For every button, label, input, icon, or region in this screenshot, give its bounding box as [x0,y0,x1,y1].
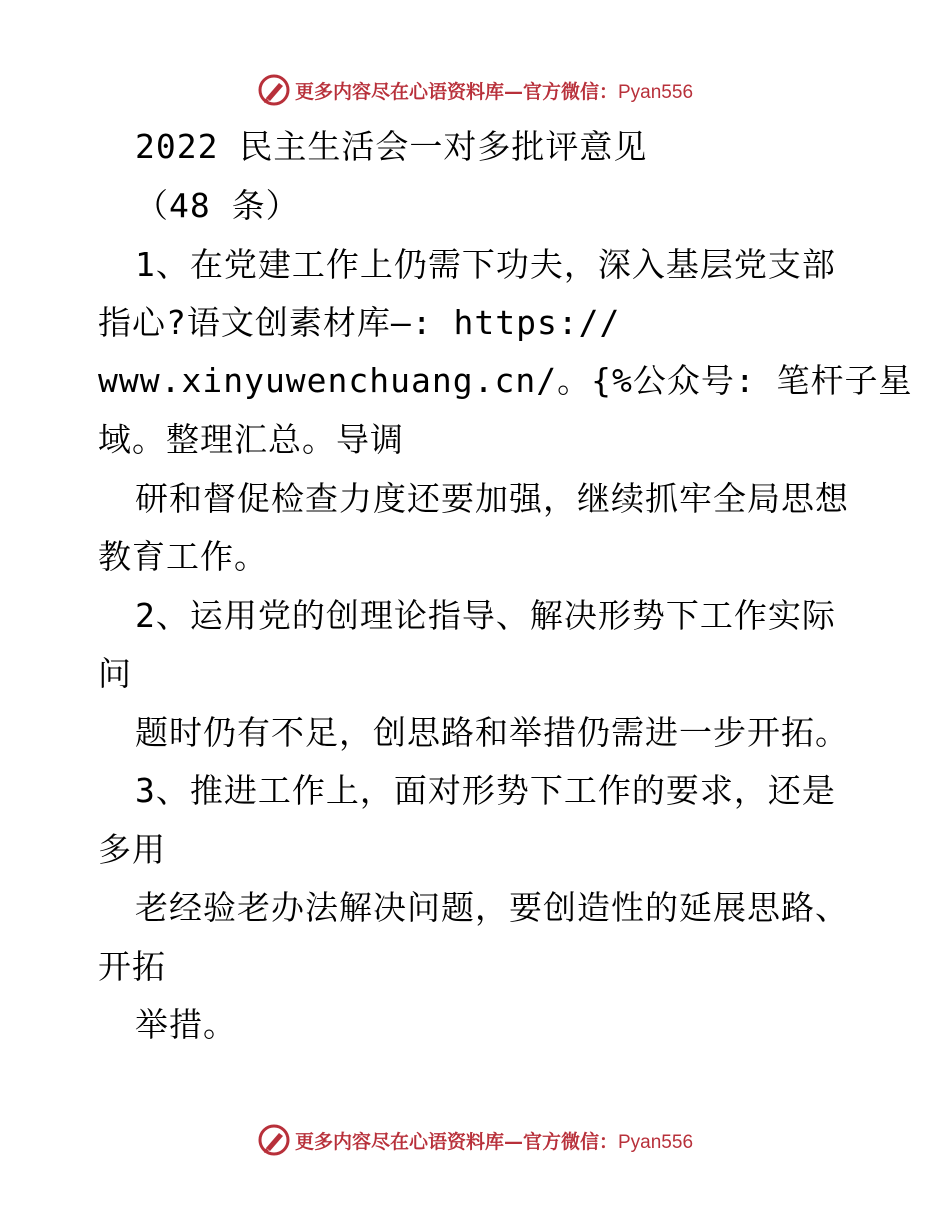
paragraph-line: 老经验老办法解决问题，要创造性的延展思路、 [135,888,849,927]
header-banner [0,70,950,110]
paragraph-line: 教育工作。 [98,537,268,576]
paragraph-line: 2、运用党的创理论指导、解决形势下工作实际 [135,596,836,635]
banner-text: 更多内容尽在心语资料库—官方微信：Pyan556 [294,80,694,103]
paragraph-line: 题时仍有不足，创思路和举措仍需进一步开拓。 [135,713,849,752]
paragraph-line: www.xinyuwenchuang.cn/。{%公众号: 笔杆子星 [98,361,913,400]
paragraph-line: 1、在党建工作上仍需下功夫，深入基层党支部 [135,245,836,284]
paragraph-line: 指心?语文创素材库—: https:// [98,303,621,342]
paragraph-line: 3、推进工作上，面对形势下工作的要求，还是 [135,771,836,810]
paragraph-line: 开拓 [98,947,166,986]
document-subtitle: （48 条） [135,186,300,225]
document-title: 2022 民主生活会一对多批评意见 [135,127,648,166]
paragraph-line: 举措。 [135,1005,237,1044]
pen-logo-icon [257,73,291,107]
footer-banner [0,1120,950,1160]
paragraph-line: 问 [98,654,132,693]
paragraph-line: 研和督促检查力度还要加强，继续抓牢全局思想 [135,479,849,518]
banner-wechat-id: Pyan556 [618,81,694,103]
paragraph-line: 多用 [98,830,166,869]
pen-logo-icon [257,1123,291,1157]
banner-wechat-id: Pyan556 [618,1131,694,1153]
paragraph-line: 域。整理汇总。导调 [98,420,404,459]
banner-text: 更多内容尽在心语资料库—官方微信：Pyan556 [294,1130,694,1153]
